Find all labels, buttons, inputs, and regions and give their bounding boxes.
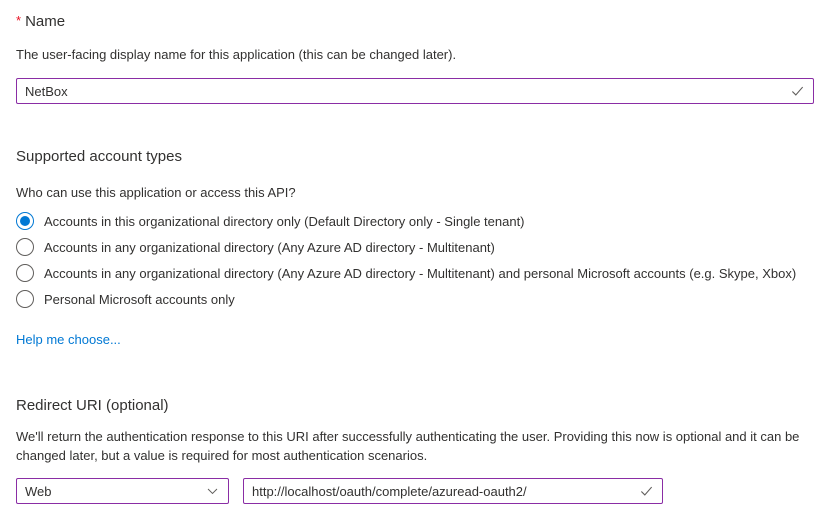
chevron-down-icon (206, 485, 219, 498)
radio-option-2[interactable] (16, 260, 813, 286)
checkmark-icon (790, 84, 805, 99)
redirect-uri-title: Redirect URI (optional) (16, 397, 169, 414)
radio-icon (16, 238, 34, 256)
radio-option-0[interactable] (16, 208, 813, 234)
account-types-radio-group (16, 208, 813, 312)
radio-option-label: Accounts in any organizational directory (Any Azure AD directory - Multitenant) and personal Microsoft accounts (e.g. Skype, Xbox) (44, 265, 797, 281)
platform-select[interactable] (16, 478, 229, 504)
help-me-choose-link[interactable]: Help me choose... (16, 332, 121, 347)
redirect-uri-description: We'll return the authentication response to this URI after successfully authenticating the user. Providing this now is optional and it can be changed later, but a value is required for most authentication scenarios. (16, 429, 800, 463)
name-input-box (16, 78, 814, 104)
radio-option-label: Personal Microsoft accounts only (44, 291, 235, 307)
platform-select-value: Web (25, 483, 52, 499)
radio-option-1[interactable] (16, 234, 813, 260)
redirect-uri-input[interactable] (244, 479, 662, 503)
account-types-title: Supported account types (16, 148, 182, 165)
radio-option-3[interactable] (16, 286, 813, 312)
account-types-question: Who can use this application or access this API? (16, 185, 296, 200)
redirect-uri-input-box (243, 478, 663, 504)
checkmark-icon (639, 484, 654, 499)
radio-option-label: Accounts in this organizational directory only (Default Directory only - Single tenant) (44, 213, 525, 229)
radio-icon (16, 264, 34, 282)
name-input[interactable] (17, 79, 813, 103)
name-title-text: Name (25, 13, 66, 30)
name-description: The user-facing display name for this application (this can be changed later). (16, 47, 457, 62)
required-asterisk: * (16, 13, 22, 28)
name-section-title (16, 10, 813, 33)
radio-icon (16, 212, 34, 230)
radio-icon (16, 290, 34, 308)
radio-option-label: Accounts in any organizational directory (Any Azure AD directory - Multitenant) (44, 239, 495, 255)
redirect-uri-row (16, 478, 813, 504)
